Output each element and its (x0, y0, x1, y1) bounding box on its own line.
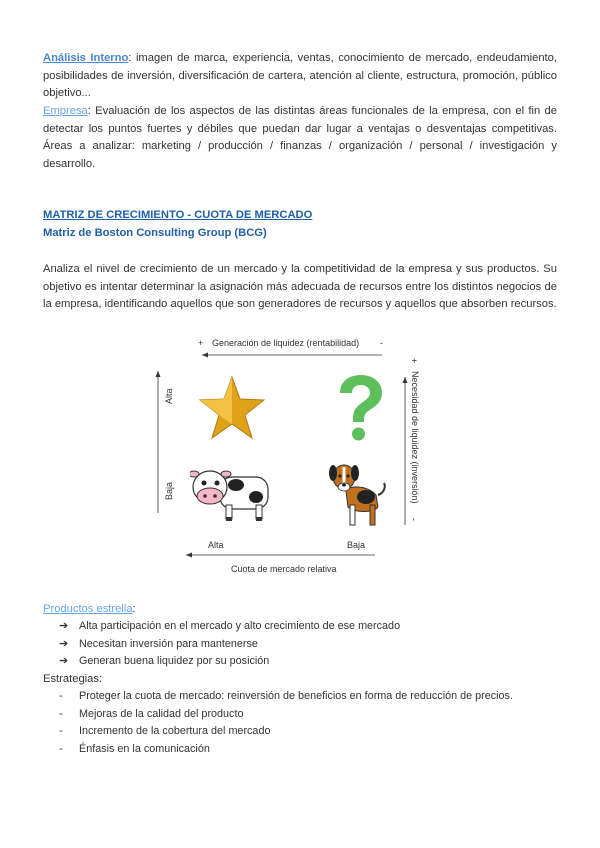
empresa-paragraph (43, 103, 557, 173)
dash-marker: - (59, 707, 63, 720)
bottom-label-alta: Alta (208, 540, 224, 550)
analisis-interno-text: : imagen de marca, experiencia, ventas, conocimiento de mercado, endeudamiento, posibilidades de inversión, diversificación de cartera, atención al cliente, estructura, promoción, público objetivo... (43, 52, 557, 99)
bullet-text: Necesitan inversión para mantenerse (79, 637, 258, 650)
dash-marker: - (59, 725, 63, 738)
bottom-label-baja: Baja (347, 540, 366, 550)
left-label-alta: Alta (164, 388, 174, 404)
productos-heading (43, 601, 557, 619)
productos-bullet-list (59, 618, 400, 671)
section-title: MATRIZ DE CRECIMIENTO - CUOTA DE MERCADO (43, 209, 313, 221)
list-item (59, 636, 400, 654)
estrategias-heading: Estrategias: (43, 673, 103, 685)
list-item (59, 706, 513, 724)
top-minus-sign: - (380, 338, 383, 348)
bottom-axis-label: Cuota de mercado relativa (231, 564, 337, 574)
list-item (59, 688, 513, 706)
analisis-interno-link[interactable]: Análisis Interno (43, 52, 129, 64)
estrategia-text: Proteger la cuota de mercado: reinversión de beneficios en forma de reducción de precios. (79, 690, 513, 702)
estrategia-text: Incremento de la cobertura del mercado (79, 725, 271, 738)
productos-estrella-link[interactable]: Productos estrella (43, 603, 133, 615)
right-axis-label: Necesidad de liquidez (inversión) (410, 371, 420, 504)
right-plus-sign: + (409, 358, 419, 364)
top-plus-sign: + (198, 338, 204, 348)
list-item (59, 741, 513, 759)
list-item (59, 618, 400, 636)
analisis-interno-paragraph (43, 50, 557, 103)
empresa-link[interactable]: Empresa (43, 105, 88, 117)
list-item (59, 723, 513, 741)
bullet-text: Alta participación en el mercado y alto crecimiento de ese mercado (79, 620, 401, 632)
arrow-icon: ➔ (59, 637, 69, 650)
productos-colon: : (132, 603, 136, 615)
dash-marker: - (59, 690, 63, 702)
estrategia-text: Mejoras de la calidad del producto (79, 707, 244, 720)
list-item (59, 653, 400, 671)
right-minus-sign: - (409, 518, 419, 521)
section-subtitle: Matriz de Boston Consulting Group (BCG) (43, 227, 267, 239)
estrategia-text: Énfasis en la comunicación (79, 742, 210, 755)
star-icon (197, 375, 267, 441)
question-mark-icon (332, 373, 388, 443)
empresa-text: : Evaluación de los aspectos de las distintas áreas funcionales de la empresa, con el fin de detectar los puntos fuertes y débiles que puedan dar lugar a ventajas o desventajas competitivas. Áreas a analizar: marketing / producción / finanzas / organización / personal / investigación y desarrollo. (43, 105, 557, 170)
cow-icon (190, 463, 274, 525)
bcg-arrows (150, 333, 450, 583)
arrow-icon: ➔ (59, 620, 69, 632)
estrategias-list (59, 688, 513, 758)
bcg-matrix-diagram (150, 333, 450, 583)
left-label-baja: Baja (164, 481, 174, 500)
dog-icon (328, 461, 388, 529)
section-description: Analiza el nivel de crecimiento de un mercado y la competitividad de la empresa y sus productos. Su objetivo es intentar determinar la asignación más adecuada de recursos entre los distintos negocios de la empresa, identificando aquellos que son generadores de recursos y aquellos que absorben recursos. (43, 263, 557, 310)
bullet-text: Generan buena liquidez por su posición (79, 655, 270, 668)
arrow-icon: ➔ (59, 655, 69, 668)
dash-marker: - (59, 742, 63, 755)
top-axis-label: Generación de liquidez (rentabilidad) (212, 338, 360, 348)
